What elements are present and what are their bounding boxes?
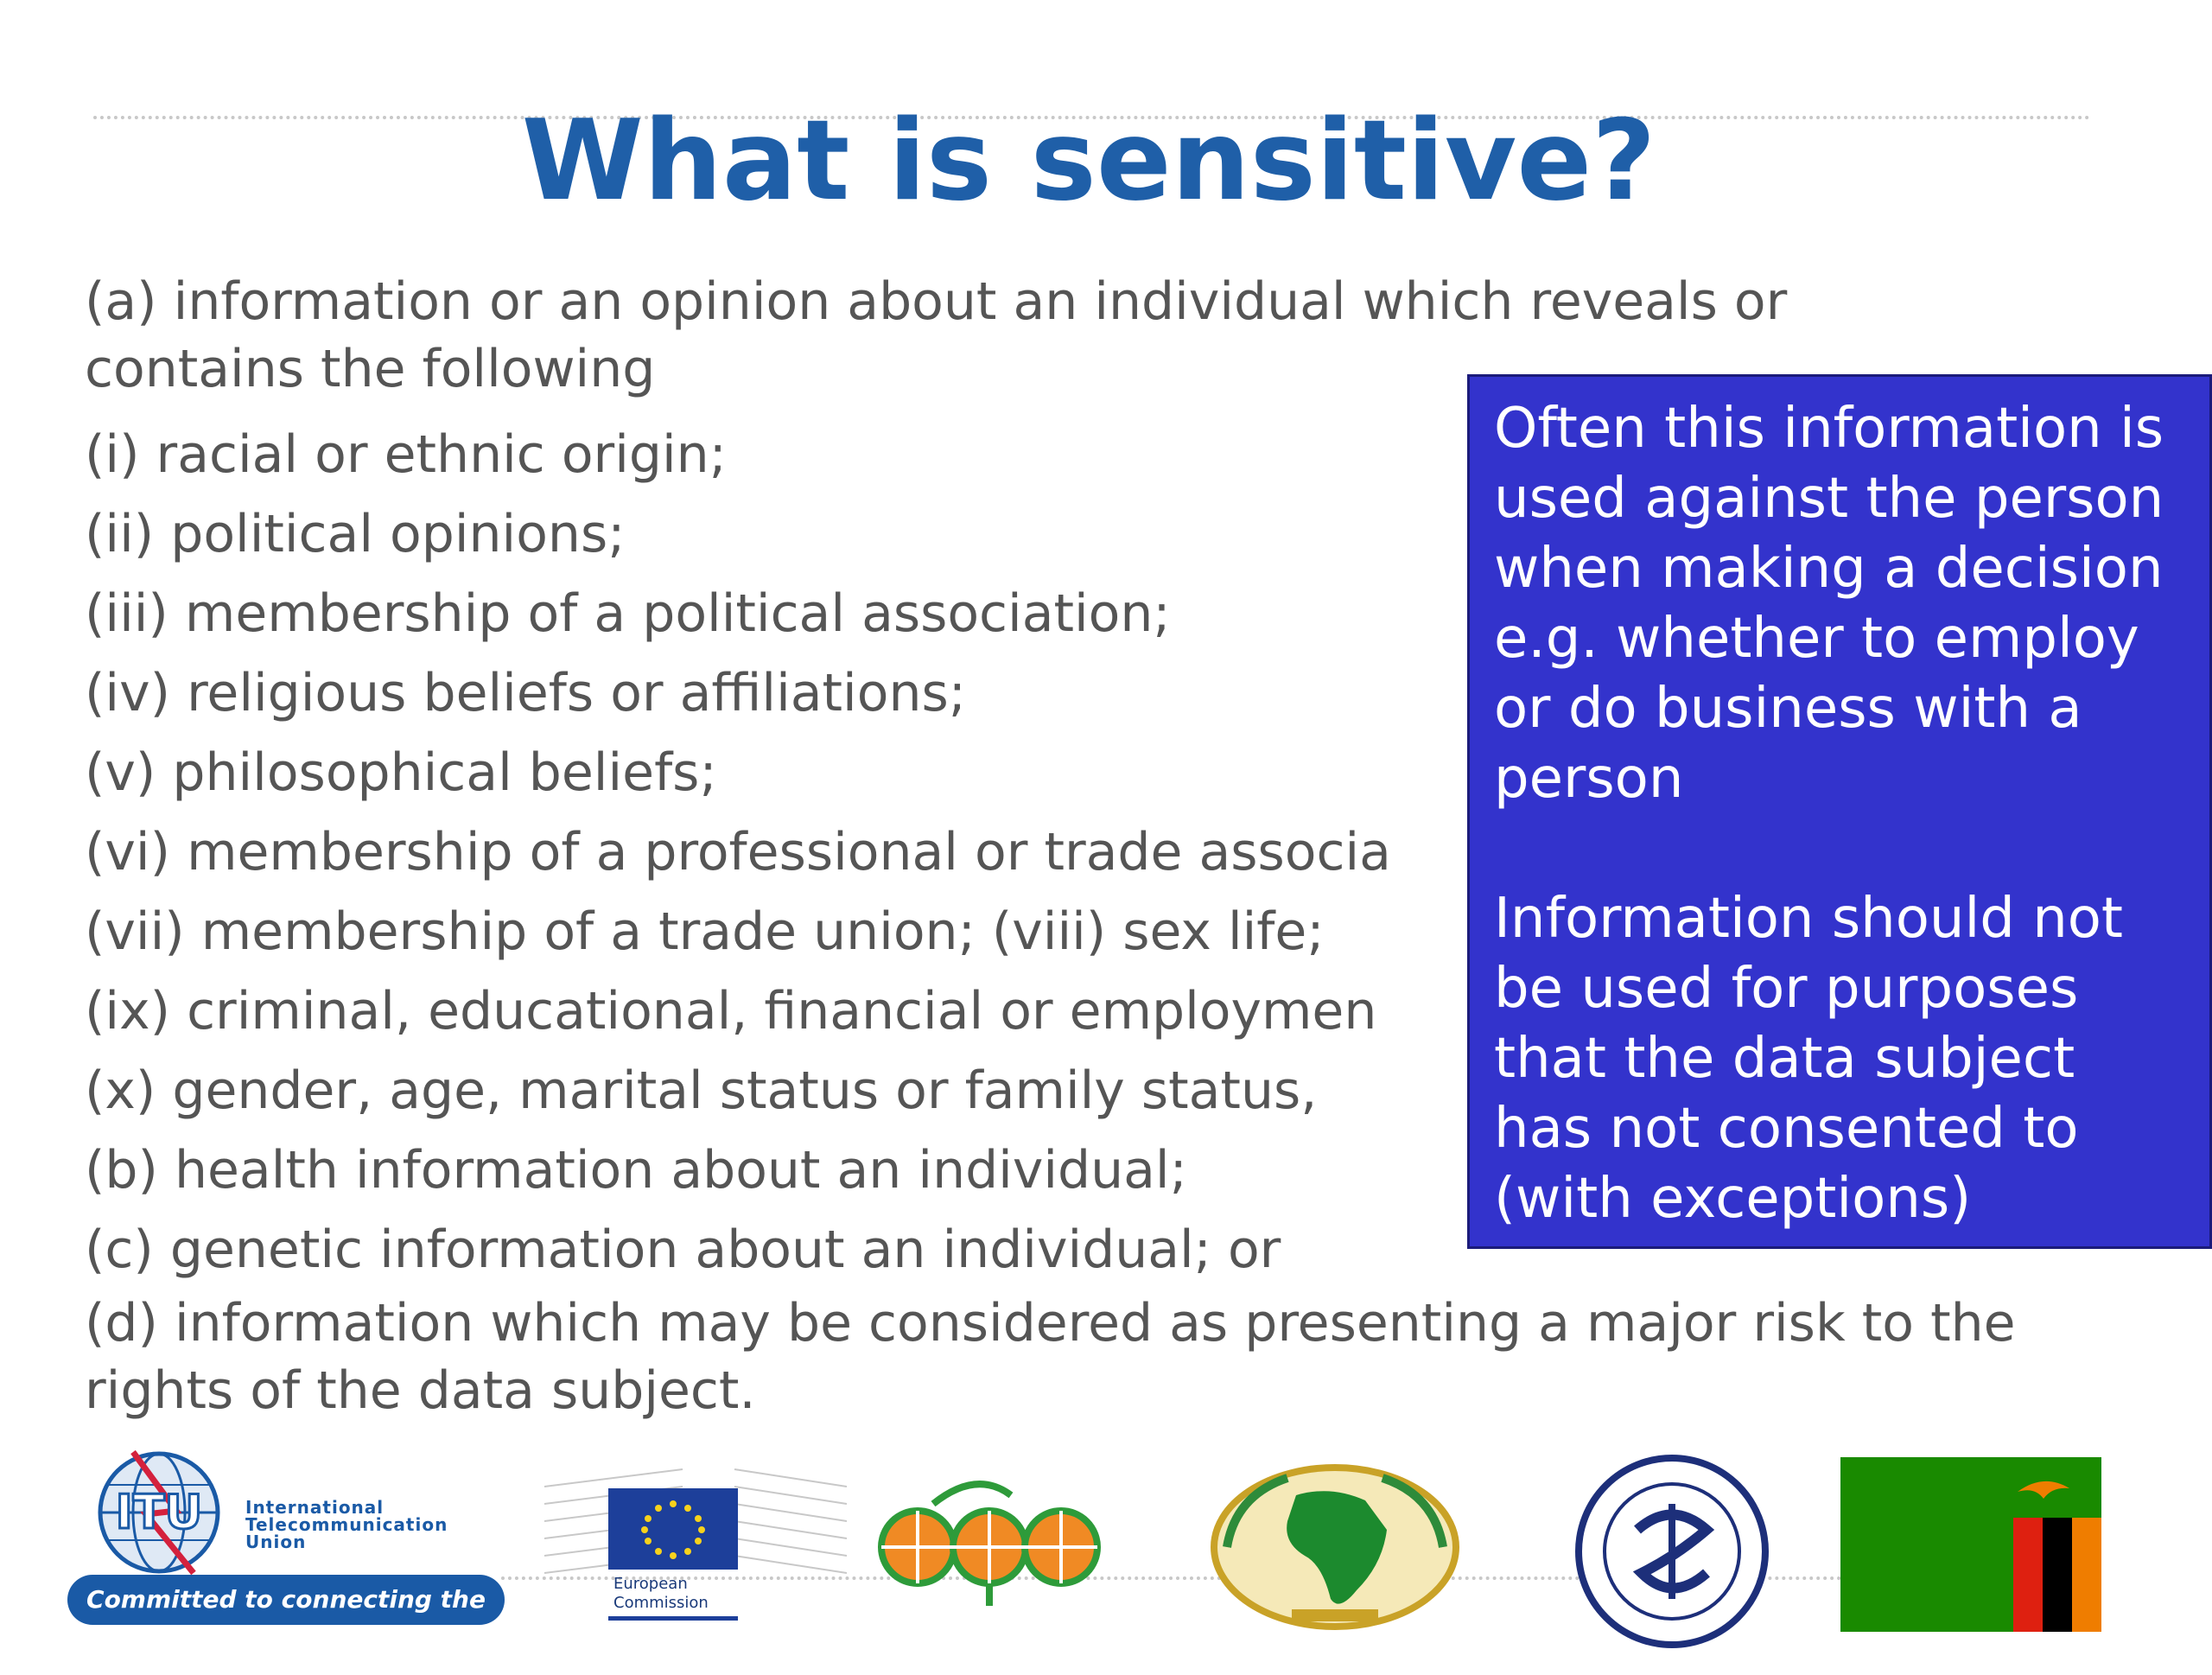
list-item: (ii) political opinions; — [85, 504, 626, 564]
zambia-flag-icon — [1840, 1457, 2101, 1632]
intro-text: (a) information or an opinion about an individual which reveals or contains the following — [85, 271, 1788, 399]
list-item: (iv) religious beliefs or affiliations; — [85, 663, 966, 723]
itu-name: International Telecommunication Union — [245, 1497, 448, 1552]
sadc-emblem-icon — [1573, 1452, 1771, 1651]
list-item: (iii) membership of a political association; — [85, 583, 1171, 644]
list-item: (x) gender, age, marital status or family status, — [85, 1060, 1318, 1121]
list-item: (vii) membership of a trade union; (viii) sex life; — [85, 901, 1325, 962]
african-union-logo — [1201, 1461, 1469, 1634]
acp-logo — [873, 1469, 1106, 1608]
list-item: (i) racial or ethnic origin; — [85, 424, 727, 485]
slide-title: What is sensitive? — [521, 97, 1656, 226]
european-commission-logo — [544, 1435, 847, 1634]
sadc-logo — [1573, 1452, 1771, 1651]
globe-icon — [64, 1443, 254, 1582]
zambia-flag — [1840, 1457, 2101, 1632]
footer-logos — [0, 1435, 2212, 1664]
list-item: (ix) criminal, educational, financial or employmen — [85, 981, 1377, 1041]
list-item: (v) philosophical beliefs; — [85, 742, 717, 803]
itu-tagline: Committed to connecting the world — [67, 1575, 505, 1625]
itu-logo — [64, 1443, 513, 1664]
callout-paragraph-1: Often this information is used against the person when making a decision e.g. whether to employ or do business with a person — [1494, 397, 2164, 811]
acp-icon — [873, 1469, 1106, 1608]
list-item: (b) health information about an individual; — [85, 1140, 1187, 1201]
final-item: (d) information which may be considered as presenting a major risk to the rights of the data subject. — [85, 1293, 2016, 1421]
africa-emblem-icon — [1201, 1461, 1469, 1634]
list-item: (vi) membership of a professional or trade associa — [85, 822, 1391, 882]
list-item: (c) genetic information about an individual; or — [85, 1220, 1281, 1280]
callout-box — [1467, 374, 2212, 1249]
callout-paragraph-2: Information should not be used for purposes that the data subject has not consented to (with exceptions) — [1494, 887, 2123, 1231]
itu-acronym: ITU — [115, 1485, 203, 1539]
ec-label: European Commission — [613, 1575, 709, 1612]
